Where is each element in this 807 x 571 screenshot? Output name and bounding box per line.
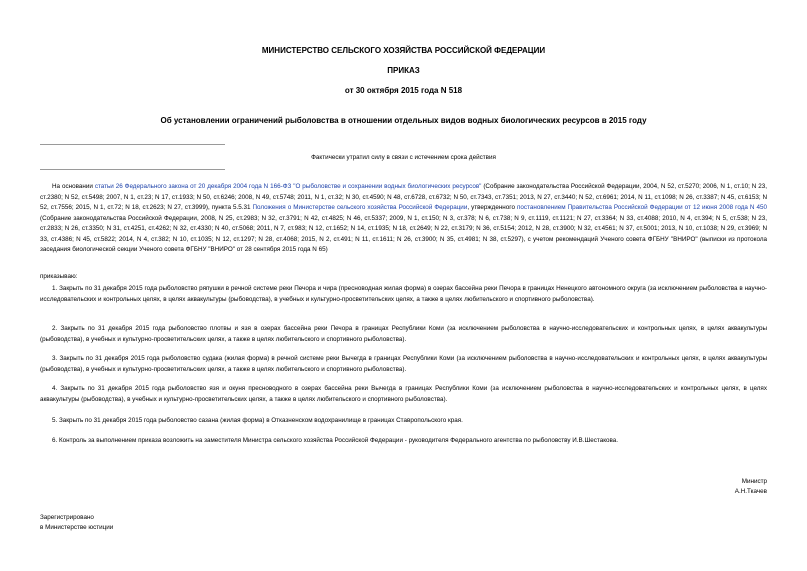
- signature: [735, 477, 767, 497]
- registration-line-1: Зарегистрировано: [40, 514, 94, 521]
- preamble: [40, 182, 767, 256]
- preamble-text-2: (Собрание законодательства Российской Федерации, 2004, N 52, ст.5270; 2006, N 1, ст.10; N 23, ст.2380; N 52, ст.5498; 2007, N 1, ст.23; N 17, ст.1933; N 50, ст.6246; 2008, N 49, ст.5748; 2011, N 1, ст.32; N 30, ст.4590; N 48, ст.6728, ст.6732; N 50, ст.7343, ст.7351; 2013, N 27, ст.3440; N 52, ст.6961; 2014, N 11, ст.1098; N 26, ст.3387; N 45, ст.6153; N 52, ст.7556; 2015, N 1, ст.72; N 18, ст.2623; N 27, ст.3999), пункта 5.5.31: [40, 183, 768, 211]
- order-item-4: 4. Закрыть по 31 декабря 2015 года рыболовство язя и окуня пресноводного в озерах бассейна реки Вычегда в границах Республики Коми (за исключением рыболовства в научно-исследовательских и контрольных целях, в целях аквакультуры (рыбоводства), в учебных и культурно-просветительских целях, а также в целях любительского и спортивного рыболовства).: [40, 385, 767, 403]
- order-item-3: 3. Закрыть по 31 декабря 2015 года рыболовство судака (жилая форма) в речной системе реки Вычегда в границах Республики Коми (за исключением рыболовства в научно-исследовательских и контрольных целях, в целях аквакультуры (рыбоводства), в учебных и культурно-просветительских целях, а также в целях любительского и спортивного рыболовства).: [40, 355, 767, 373]
- order-item-5: 5. Закрыть по 31 декабря 2015 года рыболовство сазана (жилая форма) в Отказненском водохранилище в границах Ставропольского края.: [52, 417, 463, 424]
- signer-name: А.Н.Ткачев: [734, 488, 767, 495]
- preamble-text-4: (Собрание законодательства Российской Федерации, 2008, N 25, ст.2983; N 32, ст.3791; N 42, ст.4825; N 46, ст.5337; 2009, N 1, ст.150; N 3, ст.378; N 6, ст.738; N 9, ст.1119, ст.1121; N 27, ст.3364; N 33, ст.4088; 2010, N 4, ст.394; N 5, ст.538; N 23, ст.2833; N 26, ст.3350; N 31, ст.4251, ст.4262; N 32, ст.4330; N 40, ст.5068; 2011, N 7, ст.983; N 12, ст.1652; N 14, ст.1935; N 18, ст.2649; N 22, ст.3179; N 36, ст.5154; 2012, N 28, ст.3900; N 32, ст.4561; N 37, ст.5001; 2013, N 10, ст.1038; N 29, ст.3969; N 33, ст.4386; N 45, ст.5822; 2014, N 4, ст.382; N 10, ст.1035; N 12, ст.1297; N 28, ст.4068; 2015, N 2, ст.491; N 11, ст.1611; N 26, ст.3900; N 35, ст.4981; N 38, ст.5297), с учетом рекомендаций Ученого совета ФГБНУ "ВНИРО" (выписки из протокола заседания биологической секции Ученого совета ФГБНУ "ВНИРО" от 28 сентября 2015 года N 65): [40, 214, 767, 253]
- law-link[interactable]: статьи 26 Федерального закона от 20 декабря 2004 года N 166-ФЗ "О рыболовстве и сохранении водных биологических ресурсов": [94, 183, 482, 190]
- status-note: Фактически утратил силу в связи с истечением срока действия: [311, 154, 496, 161]
- order-item-6: 6. Контроль за выполнением приказа возложить на заместителя Министра сельского хозяйства Российской Федерации - руководителя Федерального агентства по рыболовству И.В.Шестакова.: [52, 437, 619, 444]
- doc-subject: Об установлении ограничений рыболовства в отношении отдельных видов водных биологических ресурсов в 2015 году: [160, 116, 647, 125]
- registration: [40, 513, 113, 533]
- decree-link[interactable]: постановлением Правительства Российской Федерации от 12 июня 2008 года N 450: [516, 204, 767, 211]
- divider-top: [40, 144, 225, 145]
- preamble-text-3: , утвержденного: [467, 204, 517, 211]
- regulation-link[interactable]: Положения о Министерстве сельского хозяйства Российской Федерации: [252, 204, 468, 211]
- order-word: приказываю:: [40, 273, 78, 280]
- order-item-1: 1. Закрыть по 31 декабря 2015 года рыболовство ряпушки в речной системе реки Печора и чира (пресноводная жилая форма) в озерах бассейна реки Печора в границах Ненецкого автономного округа (за исключением рыболовства в научно-исследовательских и контрольных целях, в целях аквакультуры (рыбоводства), в учебных и культурно-просветительских целях, а также в целях любительского и спортивного рыболовства).: [40, 285, 767, 303]
- registration-line-2: в Министерстве юстиции: [40, 524, 114, 531]
- order-item-2: 2. Закрыть по 31 декабря 2015 года рыболовство плотвы и язя в озерах бассейна реки Печора в границах Республики Коми (за исключением рыболовства в научно-исследовательских и контрольных целях, в целях аквакультуры (рыбоводства), в учебных и культурно-просветительских целях, а также в целях любительского и спортивного рыболовства).: [40, 325, 767, 343]
- preamble-text-1: На основании: [52, 183, 95, 190]
- divider-bottom: [40, 169, 225, 170]
- signer-position: Министр: [741, 478, 767, 485]
- ministry-title: МИНИСТЕРСТВО СЕЛЬСКОГО ХОЗЯЙСТВА РОССИЙСКОЙ ФЕДЕРАЦИИ: [261, 46, 546, 55]
- doc-type: ПРИКАЗ: [387, 66, 420, 75]
- doc-date-number: от 30 октября 2015 года N 518: [344, 86, 463, 95]
